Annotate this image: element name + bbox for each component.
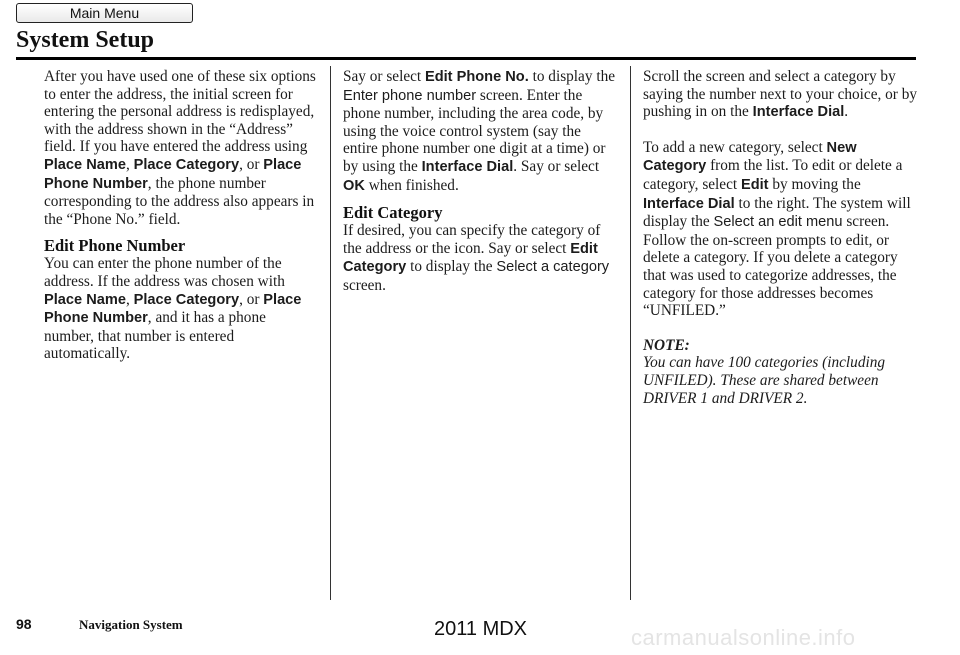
column-2: [343, 68, 618, 295]
term-edit-category: Edit Category: [343, 240, 598, 276]
title-rule: [16, 57, 916, 60]
note-label: NOTE:: [643, 336, 690, 354]
new-category-paragraph: To add a new category, select New Category from the list. To edit or delete a category, select Edit by moving the Interface Dial to the right. The system will display the Select an edit menu screen. Follow the on-screen prompts to edit, or delete a category. If you delete a category that was used to categorize addresses, the category for those addresses becomes “UNFILED.”: [643, 138, 911, 320]
term-select-a-category: Select a category: [496, 259, 610, 276]
term-select-an-edit-menu: Select an edit menu: [713, 214, 843, 231]
watermark: carmanualsonline.info: [631, 625, 856, 650]
page-title: System Setup: [16, 27, 155, 53]
term-place-category: Place Category: [133, 291, 240, 308]
edit-phone-paragraph: You can enter the phone number of the address. If the address was chosen with Place Name, Place Category, or Place Phone Number, and it has a phone number, that number is entered automatically.: [44, 255, 302, 363]
heading-edit-category: Edit Category: [343, 203, 443, 223]
column-divider-1: [330, 66, 331, 600]
term-place-name: Place Name: [44, 291, 126, 308]
term-place-phone-number: Place Phone Number: [44, 156, 302, 192]
footer-section-title: Navigation System: [79, 617, 183, 632]
column-1: [44, 68, 319, 363]
term-edit: Edit: [740, 176, 769, 193]
note-text: You can have 100 categories (including UNFILED). These are shared between DRIVER 1 and DRIVER 2.: [643, 354, 886, 407]
term-ok: OK: [343, 177, 365, 194]
term-place-name: Place Name: [44, 156, 126, 173]
page-number: 98: [16, 616, 32, 632]
term-place-phone-number: Place Phone Number: [44, 291, 302, 327]
heading-edit-phone-number: Edit Phone Number: [44, 236, 186, 256]
term-enter-phone-number: Enter phone number: [343, 87, 477, 104]
term-new-category: New Category: [643, 139, 857, 175]
scroll-paragraph: Scroll the screen and select a category by saying the number next to your choice, or by pushing in on the Interface Dial.: [643, 68, 917, 121]
term-edit-phone-no: Edit Phone No.: [424, 69, 529, 85]
edit-category-paragraph: If desired, you can specify the category of the address or the icon. Say or select Edit Category to display the Select a category screen.: [343, 222, 610, 294]
term-interface-dial: Interface Dial: [421, 158, 514, 175]
edit-phone-no-paragraph: Say or select Edit Phone No. to display the Enter phone number screen. Enter the phone number, including the area code, by using the voice control system (say the entire phone number one digit at a time) or by using the Interface Dial. Say or select OK when finished.: [343, 68, 616, 194]
term-interface-dial: Interface Dial: [643, 195, 735, 212]
main-menu-button[interactable]: Main Menu: [16, 3, 193, 23]
column-3: [643, 68, 923, 407]
footer-model: 2011 MDX: [434, 618, 528, 640]
column-divider-2: [630, 66, 631, 600]
intro-paragraph: After you have used one of these six options to enter the address, the initial screen for entering the personal address is redisplayed, with the address shown in the “Address” field. If you have entered the address using Place Name, Place Category, or Place Phone Number, the phone number corresponding to the address also appears in the “Phone No.” field.: [44, 68, 316, 228]
term-interface-dial: Interface Dial: [752, 104, 845, 121]
term-place-category: Place Category: [133, 156, 240, 173]
